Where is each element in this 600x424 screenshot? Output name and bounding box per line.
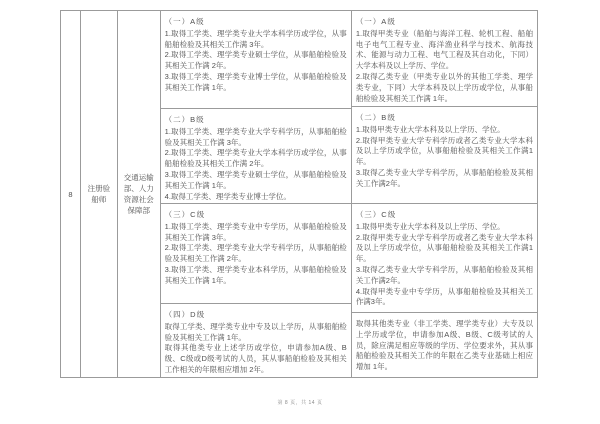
other-majors-note-cell <box>352 313 537 379</box>
requirement-item: 1.取得工学类、理学类专业大学本科学历或学位，从事船舶检验及其相关工作满 3年。 <box>164 28 347 49</box>
grade-d-cell-general <box>161 304 351 379</box>
grade-b-title: （二）B级 <box>164 115 205 124</box>
grade-b-title-2: （二）B级 <box>355 113 396 122</box>
requirement-item: 3.取得工学类、理学类专业硕士学位，从事船舶检验及其相关工作满 1年。 <box>164 169 347 190</box>
grade-b-cell-specialized <box>352 107 537 204</box>
requirement-item: 取得其他类专业上述学历或学位，申请参加A级、B级、C级或D级考试的人员，其从事船舶检验及其相关工作相关的年限相应增加 2年。 <box>164 343 347 374</box>
requirement-item: 1.取得工学类、理学类专业大学专科学历，从事船舶检验及其相关工作满 3年。 <box>164 126 347 147</box>
other-majors-note-items <box>356 319 533 373</box>
requirement-item: 4.取得工学类、理学类专业博士学位。 <box>164 191 291 201</box>
requirement-item: 3.取得乙类专业大学专科学历，从事船舶检验及其相关工作满2年。 <box>355 167 533 188</box>
profession-name: 注册验船师 <box>87 184 111 204</box>
requirement-item: 取得工学类、理学类专业中专及以上学历，从事船舶检验及其相关工作满 1年。 <box>164 321 347 342</box>
grade-c-cell-specialized <box>352 204 537 313</box>
grade-a-title: （一）A级 <box>164 17 205 26</box>
requirement-item: 2.取得工学类、理学类专业硕士学位，从事船舶检验及其相关工作满 2年。 <box>164 50 347 71</box>
row-number-cell <box>61 11 81 377</box>
requirements-column-general <box>161 11 352 377</box>
requirement-item: 3.取得乙类专业大学专科学历，从事船舶检验及其相关工作满2年。 <box>355 264 533 285</box>
grade-a-items <box>165 29 347 94</box>
grade-a-cell-general <box>161 11 351 109</box>
grade-c-cell-general <box>161 204 351 304</box>
requirement-item: 2.取得甲类专业大学专科学历或者乙类专业大学本科及以上学历或学位，从事船舶检验及其相关工作满1年。 <box>355 135 533 167</box>
grade-b-cell-general <box>161 109 351 204</box>
requirement-item: 1.取得工学类、理学类专业中专学历，从事船舶检验及其相关工作满 3年。 <box>164 221 347 242</box>
grade-c-items-2 <box>356 222 533 308</box>
grade-b-items <box>165 127 347 203</box>
qualification-table <box>60 10 538 378</box>
requirement-item: 3.取得工学类、理学类专业博士学位，从事船舶检验及其相关工作满 1年。 <box>164 71 347 92</box>
grade-c-title-2: （三）C级 <box>355 210 397 219</box>
grade-c-items <box>165 222 347 287</box>
profession-cell <box>81 11 118 377</box>
grade-a-items-2 <box>356 29 533 105</box>
requirement-item: 1.取得甲类专业大学本科及以上学历、学位。 <box>355 221 505 231</box>
requirement-item: 2.取得工学类、理学类专业大学本科学历或学位，从事船舶检验及其相关工作满 2年。 <box>164 148 347 169</box>
requirement-item: 1.取得甲类专业（船舶与海洋工程、轮机工程、船舶电子电气工程专业、海洋渔业科学与技术、航海技术、能源与动力工程、电气工程及其自动化，下同）大学本科及以上学历、学位。 <box>355 28 533 71</box>
departments-text: 交通运输部、人力资源社会保障部 <box>123 173 154 215</box>
page-footer: 第 8 页，共 14 页 <box>277 400 323 406</box>
row-number: 8 <box>68 189 73 199</box>
grade-c-title: （三）C级 <box>164 210 206 219</box>
grade-a-cell-specialized <box>352 11 537 107</box>
grade-a-title-2: （一）A级 <box>355 17 396 26</box>
requirement-item: 2.取得甲类专业大学专科学历或者乙类专业大学本科及以上学历或学位，从事船舶检验及其相关工作满1年。 <box>355 232 533 264</box>
grade-d-items <box>165 322 347 376</box>
requirements-column-specialized <box>352 11 537 377</box>
grade-b-items-2 <box>356 125 533 190</box>
requirement-item: 3.取得工学类、理学类专业本科学历，从事船舶检验及其相关工作满 1年。 <box>164 264 347 285</box>
requirement-item: 4.取得甲类专业中专学历，从事船舶检验及其相关工作满3年。 <box>355 286 533 307</box>
departments-cell <box>118 11 161 377</box>
requirement-item: 1.取得甲类专业大学本科及以上学历、学位。 <box>355 124 505 134</box>
requirement-item: 取得其他类专业（非工学类、理学类专业）大专及以上学历或学位，申请参加A级、B级、C级考试的人员，除应满足相应等级的学历、学位要求外，其从事船舶检验及其相关工作的年限在乙类专业基础上相应增加 1年。 <box>355 319 533 372</box>
requirement-item: 2.取得乙类专业（甲类专业以外的其他工学类、理学类专业，下同）大学本科及以上学历或学位，从事船舶检验及其相关工作满 1年。 <box>355 71 533 103</box>
requirement-item: 2.取得工学类、理学类专业大学专科学历，从事船舶检验及其相关工作满 2年。 <box>164 243 347 264</box>
grade-d-title: （四）D级 <box>164 310 206 319</box>
